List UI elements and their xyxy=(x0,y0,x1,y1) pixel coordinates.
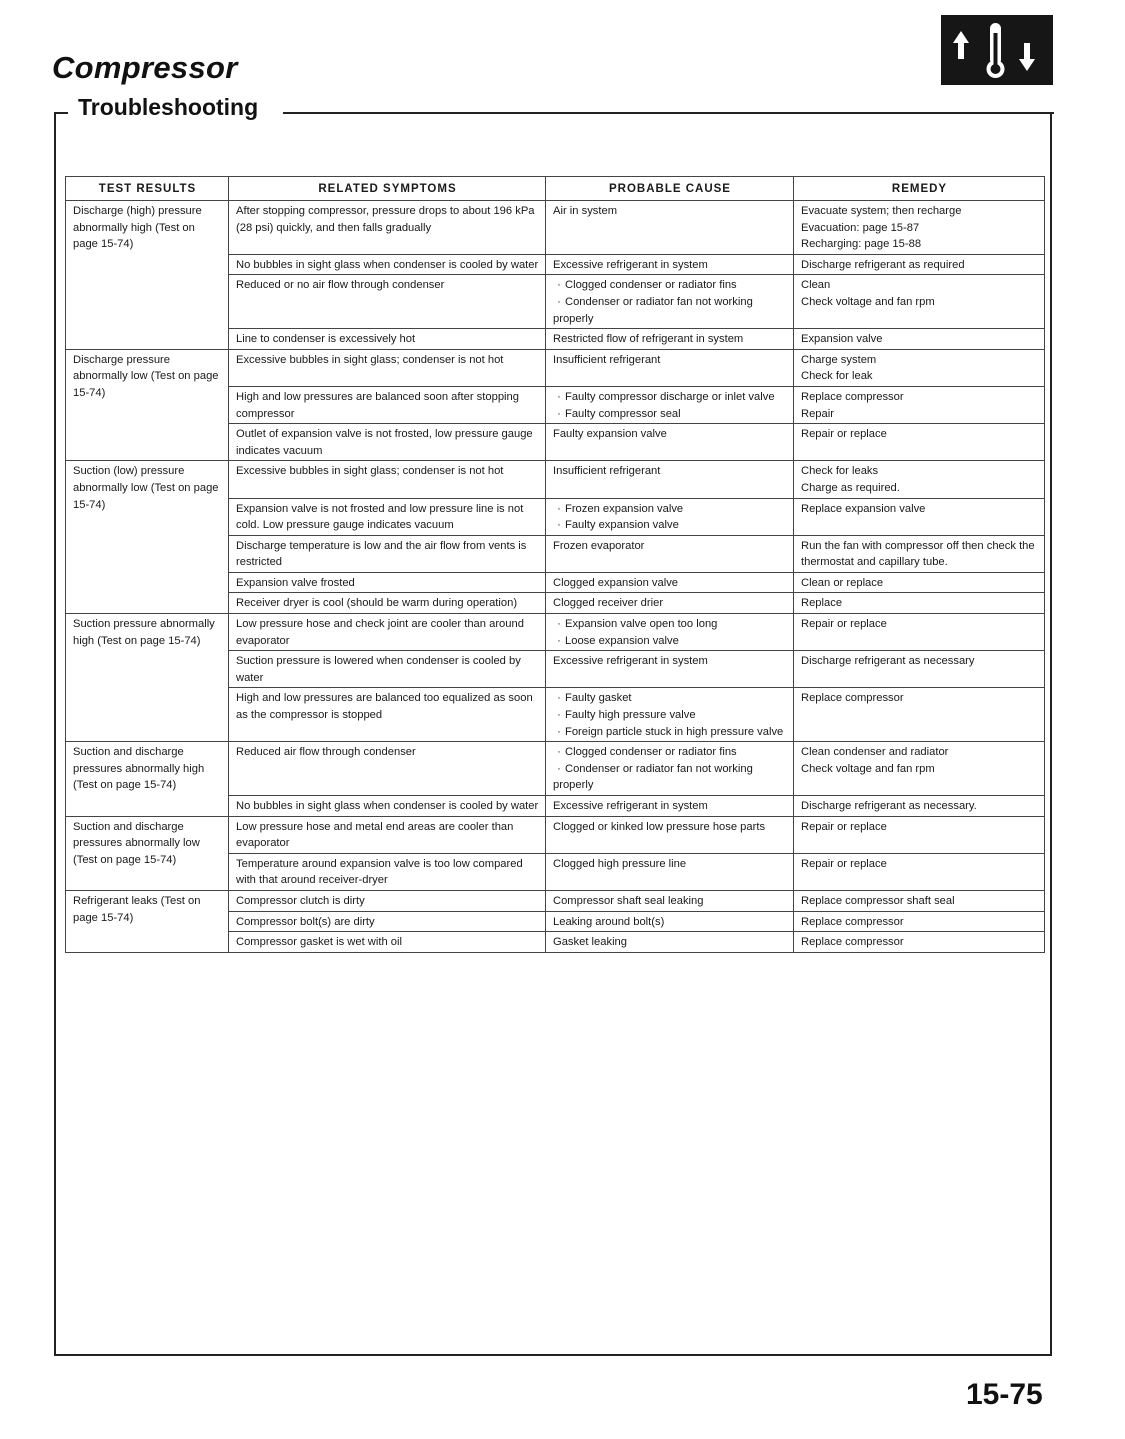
remedy-cell xyxy=(794,651,1045,688)
cause-item: Insufficient refrigerant xyxy=(553,465,661,478)
probable-cause-cell xyxy=(546,911,794,932)
remedy-cell xyxy=(794,932,1045,953)
remedy-cell xyxy=(794,424,1045,461)
cause-item: Clogged expansion valve xyxy=(553,576,679,589)
probable-cause-cell xyxy=(546,572,794,593)
probable-cause-cell xyxy=(546,201,794,255)
table-row xyxy=(66,890,1045,911)
symptom-cell: Temperature around expansion valve is too low compared with that around receiver-dryer xyxy=(229,853,546,890)
symptom-cell: Reduced air flow through condenser xyxy=(229,742,546,796)
cause-item: Faulty expansion valve xyxy=(553,428,667,441)
probable-cause-cell xyxy=(546,593,794,614)
remedy-item: Replace xyxy=(801,597,843,610)
remedy-item: Expansion valve xyxy=(801,333,883,346)
test-result-cell: Discharge pressure abnormally low (Test on page 15-74) xyxy=(66,349,229,461)
remedy-item: Charge as required. xyxy=(801,481,900,494)
test-result-cell: Suction and discharge pressures abnormally low (Test on page 15-74) xyxy=(66,816,229,890)
remedy-cell xyxy=(794,349,1045,386)
test-result-cell: Suction (low) pressure abnormally low (Test on page 15-74) xyxy=(66,461,229,614)
cause-item: Restricted flow of refrigerant in system xyxy=(553,333,744,346)
remedy-cell xyxy=(794,275,1045,329)
probable-cause-cell xyxy=(546,890,794,911)
symptom-cell: Excessive bubbles in sight glass; condenser is not hot xyxy=(229,349,546,386)
symptom-cell: High and low pressures are balanced too equalized as soon as the compressor is stopped xyxy=(229,688,546,742)
remedy-item: Replace compressor xyxy=(801,936,904,949)
cause-item: Gasket leaking xyxy=(553,936,628,949)
remedy-item: Replace expansion valve xyxy=(801,502,926,515)
probable-cause-cell xyxy=(546,461,794,498)
remedy-item: Discharge refrigerant as necessary xyxy=(801,655,975,668)
remedy-item: Repair xyxy=(801,407,834,420)
cause-item: · Condenser or radiator fan not working properly xyxy=(553,761,787,794)
remedy-item: Evacuation: page 15-87 xyxy=(801,221,920,234)
remedy-cell xyxy=(794,572,1045,593)
probable-cause-cell xyxy=(546,275,794,329)
test-result-cell: Refrigerant leaks (Test on page 15-74) xyxy=(66,890,229,952)
remedy-cell xyxy=(794,329,1045,350)
troubleshooting-table xyxy=(65,176,1045,953)
cause-item: · Expansion valve open too long xyxy=(553,616,787,633)
probable-cause-cell xyxy=(546,614,794,651)
symptom-cell: Compressor gasket is wet with oil xyxy=(229,932,546,953)
test-result-cell: Suction and discharge pressures abnormally high (Test on page 15-74) xyxy=(66,742,229,816)
cause-item: · Clogged condenser or radiator fins xyxy=(553,744,787,761)
probable-cause-cell xyxy=(546,651,794,688)
remedy-item: Replace compressor xyxy=(801,915,904,928)
cause-item: · Faulty compressor discharge or inlet valve xyxy=(553,389,787,406)
remedy-item: Repair or replace xyxy=(801,428,887,441)
symptom-cell: Low pressure hose and metal end areas are cooler than evaporator xyxy=(229,816,546,853)
remedy-item: Check voltage and fan rpm xyxy=(801,762,935,775)
cause-item: Clogged receiver drier xyxy=(553,597,664,610)
cause-item: · Faulty high pressure valve xyxy=(553,707,787,724)
table-row xyxy=(66,816,1045,853)
remedy-cell xyxy=(794,535,1045,572)
symptom-cell: Line to condenser is excessively hot xyxy=(229,329,546,350)
remedy-item: Check for leak xyxy=(801,370,873,383)
remedy-cell xyxy=(794,254,1045,275)
cause-item: Clogged or kinked low pressure hose parts xyxy=(553,820,766,833)
cause-item: · Loose expansion valve xyxy=(553,633,787,650)
symptom-cell: Compressor bolt(s) are dirty xyxy=(229,911,546,932)
remedy-cell xyxy=(794,461,1045,498)
remedy-cell xyxy=(794,796,1045,817)
remedy-item: Clean xyxy=(801,279,831,292)
symptom-cell: Discharge temperature is low and the air flow from vents is restricted xyxy=(229,535,546,572)
remedy-item: Run the fan with compressor off then check the thermostat and capillary tube. xyxy=(801,539,1035,569)
symptom-cell: After stopping compressor, pressure drops to about 196 kPa (28 psi) quickly, and then falls gradually xyxy=(229,201,546,255)
cause-item: Leaking around bolt(s) xyxy=(553,915,665,928)
page-title: Compressor xyxy=(52,50,238,85)
probable-cause-cell xyxy=(546,498,794,535)
remedy-item: Recharging: page 15-88 xyxy=(801,238,922,251)
test-result-cell: Discharge (high) pressure abnormally high (Test on page 15-74) xyxy=(66,201,229,350)
remedy-item: Replace compressor shaft seal xyxy=(801,894,955,907)
remedy-cell xyxy=(794,911,1045,932)
header-probable-cause: PROBABLE CAUSE xyxy=(546,177,794,201)
symptom-cell: Compressor clutch is dirty xyxy=(229,890,546,911)
probable-cause-cell xyxy=(546,688,794,742)
remedy-item: Discharge refrigerant as required xyxy=(801,258,965,271)
remedy-cell xyxy=(794,853,1045,890)
remedy-cell xyxy=(794,742,1045,796)
test-result-cell: Suction pressure abnormally high (Test on page 15-74) xyxy=(66,614,229,742)
probable-cause-cell xyxy=(546,796,794,817)
table-row xyxy=(66,201,1045,255)
probable-cause-cell xyxy=(546,349,794,386)
symptom-cell: Excessive bubbles in sight glass; condenser is not hot xyxy=(229,461,546,498)
probable-cause-cell xyxy=(546,424,794,461)
probable-cause-cell xyxy=(546,535,794,572)
probable-cause-cell xyxy=(546,329,794,350)
symptom-cell: Low pressure hose and check joint are cooler than around evaporator xyxy=(229,614,546,651)
probable-cause-cell xyxy=(546,386,794,423)
cause-item: · Faulty compressor seal xyxy=(553,406,787,423)
symptom-cell: Expansion valve frosted xyxy=(229,572,546,593)
remedy-item: Charge system xyxy=(801,353,877,366)
cause-item: Excessive refrigerant in system xyxy=(553,258,708,271)
section-subtitle: Troubleshooting xyxy=(78,94,259,120)
cause-item: Insufficient refrigerant xyxy=(553,353,661,366)
remedy-item: Check for leaks xyxy=(801,465,879,478)
symptom-cell: Reduced or no air flow through condenser xyxy=(229,275,546,329)
remedy-item: Replace compressor xyxy=(801,390,904,403)
remedy-cell xyxy=(794,386,1045,423)
remedy-cell xyxy=(794,890,1045,911)
remedy-cell xyxy=(794,593,1045,614)
remedy-cell xyxy=(794,614,1045,651)
remedy-item: Discharge refrigerant as necessary. xyxy=(801,800,977,812)
remedy-item: Replace compressor xyxy=(801,692,904,705)
remedy-cell xyxy=(794,688,1045,742)
symptom-cell: Receiver dryer is cool (should be warm during operation) xyxy=(229,593,546,614)
table-row xyxy=(66,742,1045,796)
symptom-cell: High and low pressures are balanced soon after stopping compressor xyxy=(229,386,546,423)
remedy-item: Evacuate system; then recharge xyxy=(801,205,962,217)
page-number: 15-75 xyxy=(966,1378,1043,1411)
cause-item: Compressor shaft seal leaking xyxy=(553,894,704,907)
remedy-item: Repair or replace xyxy=(801,618,887,631)
remedy-cell xyxy=(794,816,1045,853)
table-row xyxy=(66,349,1045,386)
cause-item: · Condenser or radiator fan not working properly xyxy=(553,294,787,327)
remedy-item: Clean or replace xyxy=(801,576,884,589)
probable-cause-cell xyxy=(546,742,794,796)
symptom-cell: No bubbles in sight glass when condenser is cooled by water xyxy=(229,254,546,275)
symptom-cell: No bubbles in sight glass when condenser is cooled by water xyxy=(229,796,546,817)
probable-cause-cell xyxy=(546,254,794,275)
thermometer-up-down-arrows-icon xyxy=(941,15,1053,85)
cause-item: · Faulty expansion valve xyxy=(553,517,787,534)
symptom-cell: Outlet of expansion valve is not frosted, low pressure gauge indicates vacuum xyxy=(229,424,546,461)
table-row xyxy=(66,614,1045,651)
remedy-item: Repair or replace xyxy=(801,820,887,833)
probable-cause-cell xyxy=(546,853,794,890)
table-header-row xyxy=(66,177,1045,201)
cause-item: · Clogged condenser or radiator fins xyxy=(553,277,787,294)
cause-item: Air in system xyxy=(553,205,618,217)
header-related-symptoms: RELATED SYMPTOMS xyxy=(229,177,546,201)
symptom-cell: Suction pressure is lowered when condenser is cooled by water xyxy=(229,651,546,688)
table-row xyxy=(66,461,1045,498)
cause-item: · Frozen expansion valve xyxy=(553,501,787,518)
cause-item: Excessive refrigerant in system xyxy=(553,800,708,812)
symptom-cell: Expansion valve is not frosted and low pressure line is not cold. Low pressure gauge indicates vacuum xyxy=(229,498,546,535)
cause-item: Excessive refrigerant in system xyxy=(553,655,708,668)
header-remedy: REMEDY xyxy=(794,177,1045,201)
cause-item: Clogged high pressure line xyxy=(553,857,687,870)
remedy-item: Clean condenser and radiator xyxy=(801,746,949,759)
probable-cause-cell xyxy=(546,816,794,853)
probable-cause-cell xyxy=(546,932,794,953)
remedy-item: Check voltage and fan rpm xyxy=(801,295,935,308)
cause-item: · Faulty gasket xyxy=(553,690,787,707)
remedy-cell xyxy=(794,498,1045,535)
cause-item: · Foreign particle stuck in high pressure valve xyxy=(553,724,787,741)
header-test-results: TEST RESULTS xyxy=(66,177,229,201)
remedy-item: Repair or replace xyxy=(801,857,887,870)
remedy-cell xyxy=(794,201,1045,255)
cause-item: Frozen evaporator xyxy=(553,539,645,552)
